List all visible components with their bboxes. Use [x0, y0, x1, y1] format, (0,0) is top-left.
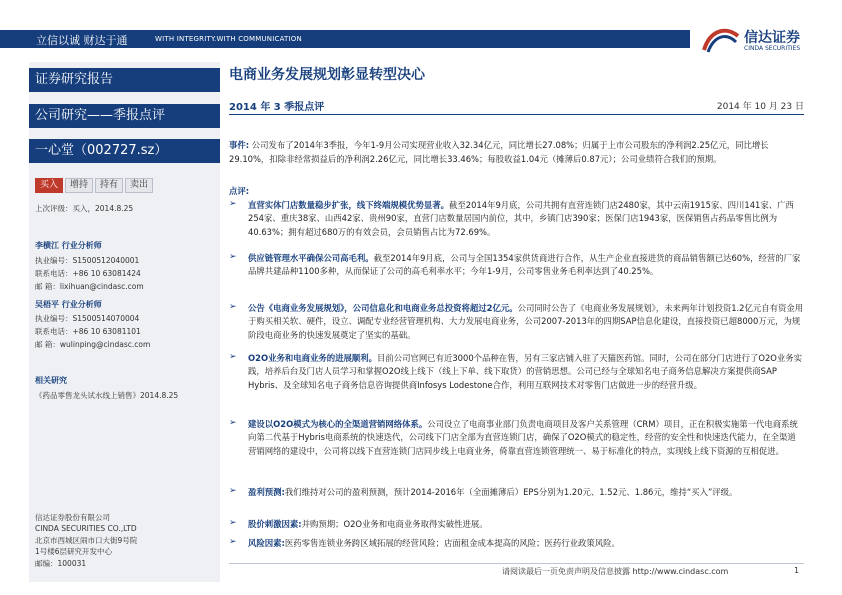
page-number: 1	[794, 566, 800, 575]
point-item	[248, 302, 804, 342]
related-research-item[interactable]: 《药品零售龙头试水线上销售》2014.8.25	[35, 391, 179, 400]
point-text: 截至2014年9月底，公司与全国1354家供货商进行合作，从生产企业直接进货的商品销售额已达60%，经营的厂家品牌共建品种1100多种，从而保证了公司的高毛利率水平；今年1-9月，公司零售业务毛利率达到了40.25%。	[248, 253, 801, 277]
point-item	[248, 199, 804, 239]
arrow-bullet-icon: ➢	[229, 486, 237, 496]
company-address: 1号楼6层研究开发中心	[35, 547, 113, 556]
point-key: 盈利预测:	[248, 487, 285, 497]
point-text: 并购预期；O2O业务和电商业务取得实破性进展。	[301, 519, 488, 529]
report-title: 电商业务发展规划彰显转型决心	[229, 67, 425, 83]
related-research-title: 相关研究	[35, 376, 67, 385]
arrow-bullet-icon: ➢	[229, 252, 237, 262]
analyst-email[interactable]: 邮 箱：lixihuan@cindasc.com	[35, 282, 144, 291]
report-type: 证券研究报告	[29, 68, 220, 92]
analyst-cert: 执业编号：S1500512040001	[35, 256, 140, 265]
analyst-email[interactable]: 邮 箱：wulinping@cindasc.com	[35, 340, 151, 349]
header-band	[0, 30, 690, 48]
arrow-bullet-icon: ➢	[229, 518, 237, 528]
arrow-bullet-icon: ➢	[229, 418, 237, 428]
event-paragraph	[229, 138, 804, 166]
rating-bar	[35, 178, 153, 193]
rating-buy: 买入	[35, 178, 63, 193]
company-address: CINDA SECURITIES CO.,LTD	[35, 524, 137, 533]
point-key: O2O业务和电商业务的进展顺利。	[248, 353, 377, 363]
point-key: 供应链管理水平确保公司高毛利。	[248, 253, 374, 263]
footer-divider	[229, 563, 804, 564]
point-item	[248, 537, 804, 550]
subtitle-row	[229, 96, 804, 115]
company-address: 信达证券股份有限公司	[35, 513, 110, 522]
company-address: 邮编：100031	[35, 559, 87, 568]
point-item	[248, 418, 804, 458]
arrow-bullet-icon: ➢	[229, 199, 237, 209]
point-item	[248, 518, 804, 531]
point-item	[248, 352, 804, 392]
analyst-name: 李横江 行业分析师	[35, 241, 102, 250]
event-label: 事件:	[229, 140, 250, 150]
rating-sell: 卖出	[125, 178, 153, 193]
rating-hold: 持有	[95, 178, 123, 193]
point-key: 风险因素:	[248, 538, 285, 548]
comment-label: 点评:	[229, 186, 250, 196]
point-text: 公司设立了电商事业部门负责电商项目及客户关系管理（CRM）项目，正在积极实施第一代电商系统向第二代基于Hybris电商系统的快速迭代，公司线下门店全部为直营连锁门店，确保了O2O模式的稳定性，经营的安全性和快速迭代能力，在全渠道营销网络的建设中，公司将以线下直营连锁门店同步线上电商业务，倚靠直营连锁管理统一、易于标准化的特点，实现线上线下资源的互相促进。	[248, 419, 798, 456]
arrow-bullet-icon: ➢	[229, 537, 237, 547]
header-slogan: 立信以诚 财达于通	[36, 34, 128, 47]
page-header	[0, 0, 842, 62]
point-key: 公告《电商业务发展规划》，公司信息化和电商业务总投资将超过2亿元。	[248, 303, 518, 313]
point-text: 截至2014年9月底，公司共拥有直营连锁门店2480家，其中云南1915家、四川141家、广西254家、重庆38家、山西42家、贵州90家，直营门店数量居国内前位，其中，乡镇门店390家；医保门店1943家，医保销售占药品零售比例为40.63%；拥有超过680万的有效会员，会员销售占比为72.69%。	[248, 200, 794, 237]
analyst-tel: 联系电话：+86 10 63081424	[35, 269, 141, 278]
company-address: 北京市西城区闹市口大街9号院	[35, 536, 138, 545]
header-slogan-en: WITH INTEGRITY.WITH COMMUNICATION	[155, 35, 302, 43]
logo-text: 信达证券	[744, 30, 800, 46]
report-date: 2014 年 10 月 23 日	[716, 102, 804, 112]
report-category: 公司研究——季报点评	[29, 104, 220, 128]
point-text: 我们维持对公司的盈利预测，预计2014-2016年（全面摊薄后）EPS分别为1.20元、1.52元、1.86元，维持“买入”评级。	[284, 487, 738, 497]
company-name: 一心堂（002727.sz）	[29, 139, 220, 163]
analyst-name: 吴梧平 行业分析师	[35, 300, 102, 309]
analyst-cert: 执业编号：S1500514070004	[35, 314, 140, 323]
point-key: 建设以O2O模式为核心的全渠道营销网络体系。	[248, 419, 428, 429]
point-item	[248, 486, 804, 499]
event-text: 公司发布了2014年3季报，今年1-9月公司实现营业收入32.34亿元，同比增长27.08%；归属于上市公司股东的净利润2.25亿元，同比增长29.10%，扣除非经常损益后的净利润2.26亿元，同比增长33.46%；每股收益1.04元（摊薄后0.87元）；公司业绩符合我们的预期。	[229, 140, 769, 164]
footer-disclaimer[interactable]: 请阅读最后一页免责声明及信息披露 http://www.cindasc.com	[502, 567, 729, 576]
rating-overweight: 增持	[65, 178, 93, 193]
last-rating: 上次评级：买入，2014.8.25	[35, 204, 134, 213]
analyst-tel: 联系电话：+86 10 63081101	[35, 327, 141, 336]
point-item	[248, 252, 804, 279]
arrow-bullet-icon: ➢	[229, 302, 237, 312]
point-text: 医药零售连锁业务跨区域拓展的经营风险；店面租金成本提高的风险；医药行业政策风险。	[284, 538, 620, 548]
point-key: 直营实体门店数量稳步扩张，线下终端规模优势显著。	[248, 200, 449, 210]
point-text: 目前公司官网已有近3000个品种在售，另有三家店铺入驻了天猫医药馆。同时，公司在部分门店进行了O2O业务实践，培养后台及门店人员学习和掌握O2O线上线下（线上下单、线下取货）的营销思想。公司已经与全球知名电子商务信息解决方案提供商SAP Hybris、及全球知名电子商务信息咨询提供商Infosys Lodestone合作，利用互联网技术对零售门店做进一步的经营升级。	[248, 353, 803, 390]
report-subtitle: 2014 年 3 季报点评	[229, 102, 325, 113]
arrow-bullet-icon: ➢	[229, 352, 237, 362]
logo-text-en: CINDA SECURITIES	[744, 45, 801, 52]
point-text: 公司同时公告了《电商业务发展规划》，未来两年计划投资1.2亿元自有资金用于购买相关软、硬件，设立、调配专业经营管理机构、大力发展电商业务，公司2007-2013年的四期SAP信息化建设，直接投资已超8000万元，为规阶段电商业务的快速发展奠定了坚实的基础。	[248, 303, 804, 340]
point-key: 股价刺激因素:	[248, 519, 302, 529]
